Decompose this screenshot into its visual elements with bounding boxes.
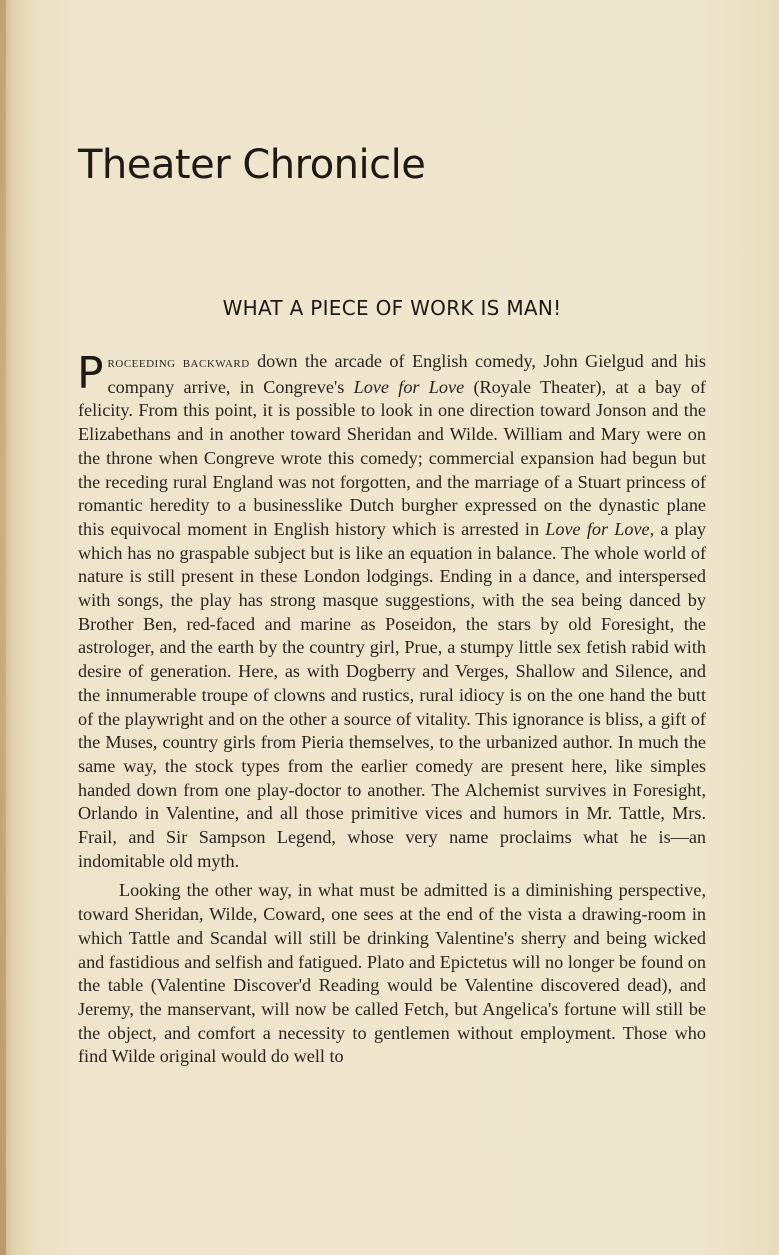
paragraph-1: [78, 350, 706, 873]
play-title-italic-2: Love for Love,: [545, 518, 655, 539]
play-title-italic: Love for Love: [353, 376, 465, 397]
article-title: WHAT A PIECE OF WORK IS MAN!: [222, 296, 562, 320]
lead-small-caps: roceeding backward: [107, 355, 250, 371]
article-body: [78, 350, 706, 1069]
paragraph-1-text-a: down the arcade of English comedy, John Gielgud and his company arrive, in Congreve's: [107, 351, 706, 397]
paragraph-1-text-b: (Royale Theater), at a bay of felicity. From this point, it is possible to look in one direction toward Jonson and the Elizabethans and in another toward Sheridan and Wilde. William and Mary were on the throne when Congreve wrote this comedy; commercial expansion had begun but the receding rural England was not forgotten, and the marriage of a Stuart princess of romantic heredity to a businesslike Dutch burgher expressed on the dynastic plane this equivocal moment in English history which is arrested in: [78, 376, 706, 539]
spine-edge: [0, 0, 6, 1255]
paragraph-2: Looking the other way, in what must be admitted is a diminishing perspective, toward Sheridan, Wilde, Coward, one sees at the end of the vista a drawing-room in which Tattle and Scandal will still be drinking Valentine's sherry and being wicked and fastidious and selfish and fatigued. Plato and Epictetus will no longer be found on the table (Valentine Discover'd Reading would be Valentine discovered dead), and Jeremy, the manservant, will now be called Fetch, but Angelica's fortune will still be the object, and comfort a necessity to gentlemen without employment. Those who find Wilde original would do well to: [78, 880, 706, 1067]
section-title: Theater Chronicle: [78, 142, 426, 188]
drop-cap: P: [77, 348, 104, 399]
paragraph-1-text-c: a play which has no graspable subject but is like an equation in balance. The whole world of nature is still present in these London lodgings. Ending in a dance, and interspersed with songs, the play has strong masque suggestions, with the sea being danced by Brother Ben, red-faced and marine as Poseidon, the stars by old Foresight, the astrologer, and the earth by the country girl, Prue, a stumpy little sex fetish rabid with desire of generation. Here, as with Dogberry and Verges, Shallow and Silence, and the innumerable troupe of clowns and rustics, rural idiocy is on the one hand the butt of the playwright and on the other a source of vitality. This ignorance is bliss, a gift of the Muses, country girls from Pieria themselves, to the urbanized author. In much the same way, the stock types from the earlier comedy are present here, like simples handed down from one play-doctor to another. The Alchemist survives in Foresight, Orlando in Valentine, and all those primitive vices and humors in Mr. Tattle, Mrs. Frail, and Sir Sampson Legend, whose very name proclaims what he is—an indomitable old myth.: [78, 518, 707, 871]
